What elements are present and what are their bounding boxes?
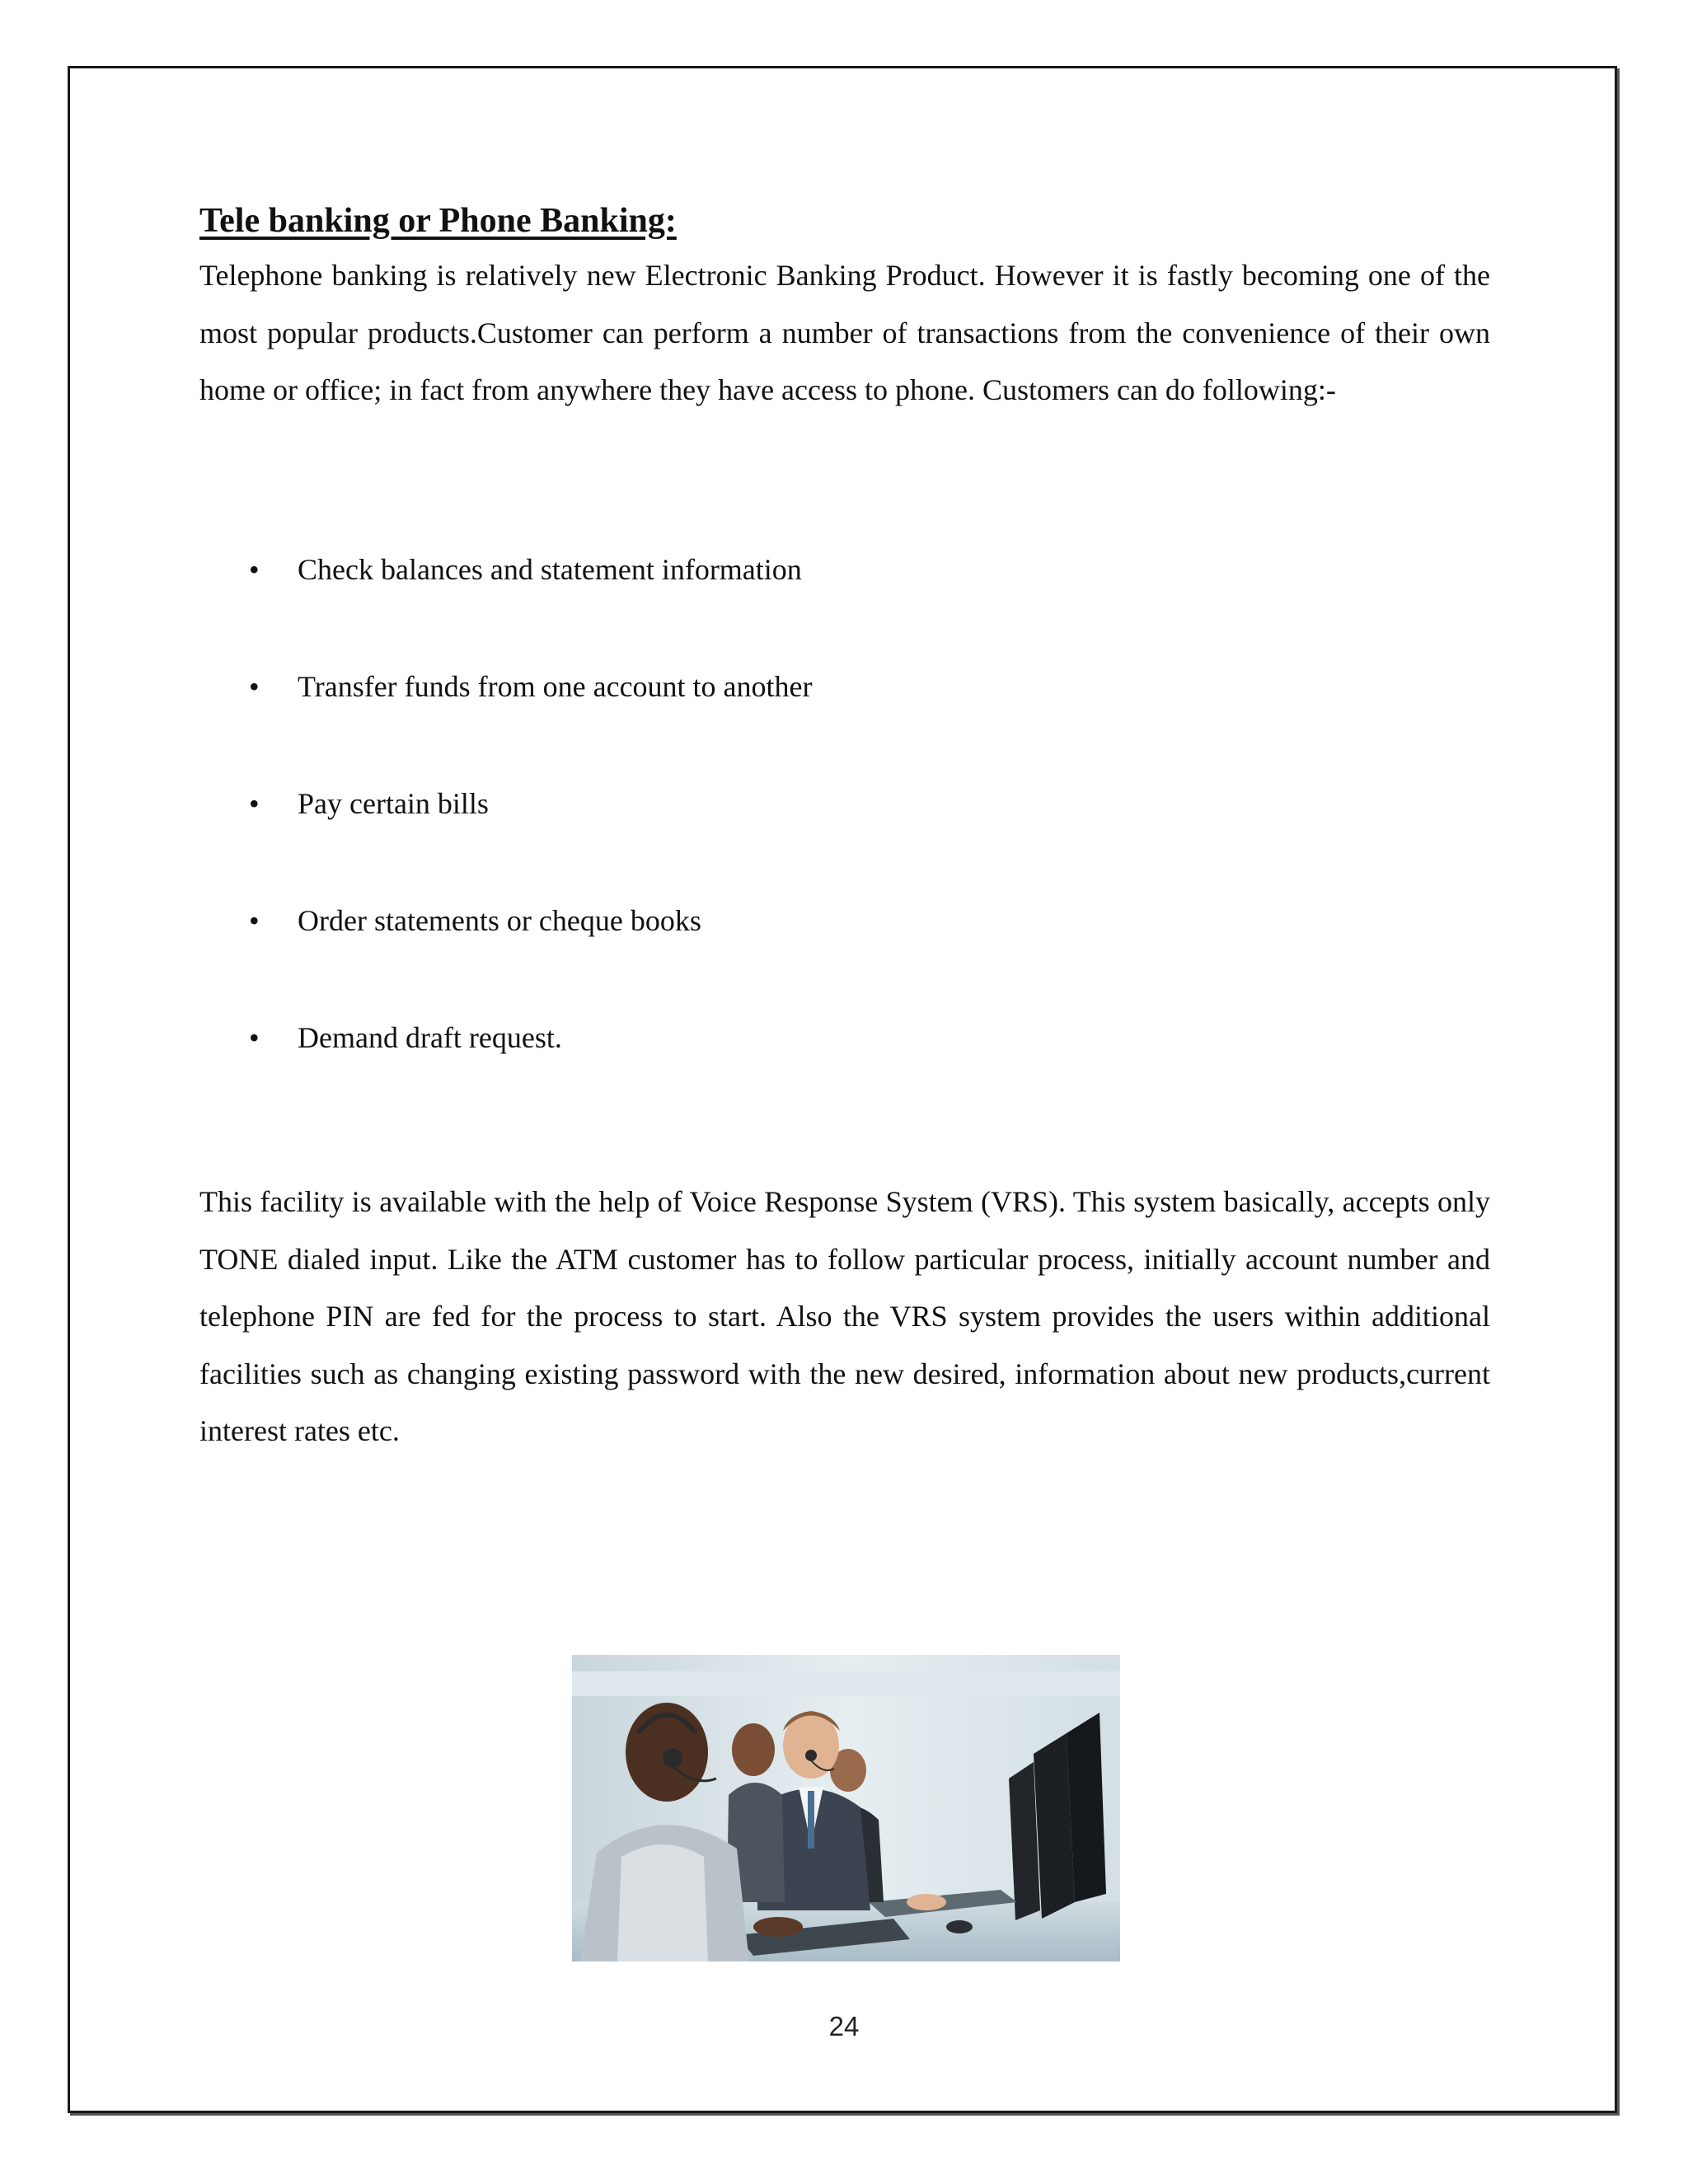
section-heading: Tele banking or Phone Banking: bbox=[199, 202, 677, 240]
call-center-photo bbox=[572, 1655, 1120, 1961]
list-item-text: Pay certain bills bbox=[298, 787, 489, 820]
bullet-icon: • bbox=[249, 670, 260, 703]
list-item-text: Check balances and statement information bbox=[298, 553, 802, 586]
bullet-icon: • bbox=[249, 553, 260, 586]
page-content bbox=[199, 198, 1490, 1447]
bullet-icon: • bbox=[249, 904, 260, 937]
intro-paragraph: Telephone banking is relatively new Electronic Banking Product. However it is fastly becoming one of the most popular products.Customer can perform a number of transactions from the convenience of their own home or office; in fact from anywhere they have access to phone. Customers can do following:- bbox=[199, 259, 1490, 406]
page-number: 24 bbox=[828, 2011, 860, 2041]
bullet-icon: • bbox=[249, 1021, 260, 1054]
vrs-paragraph: This facility is available with the help of Voice Response System (VRS). This system basically, accepts only TONE dialed input. Like the ATM customer has to follow particular process, initially account number and telephone PIN are fed for the process to start. Also the VRS system provides the users within additional facilities such as changing existing password with the new desired, information about new products,current interest rates etc. bbox=[199, 1185, 1490, 1447]
list-item-text: Demand draft request. bbox=[298, 1021, 562, 1054]
bullet-icon: • bbox=[249, 787, 260, 820]
list-item-text: Transfer funds from one account to another bbox=[298, 670, 813, 703]
list-item-text: Order statements or cheque books bbox=[298, 904, 701, 937]
